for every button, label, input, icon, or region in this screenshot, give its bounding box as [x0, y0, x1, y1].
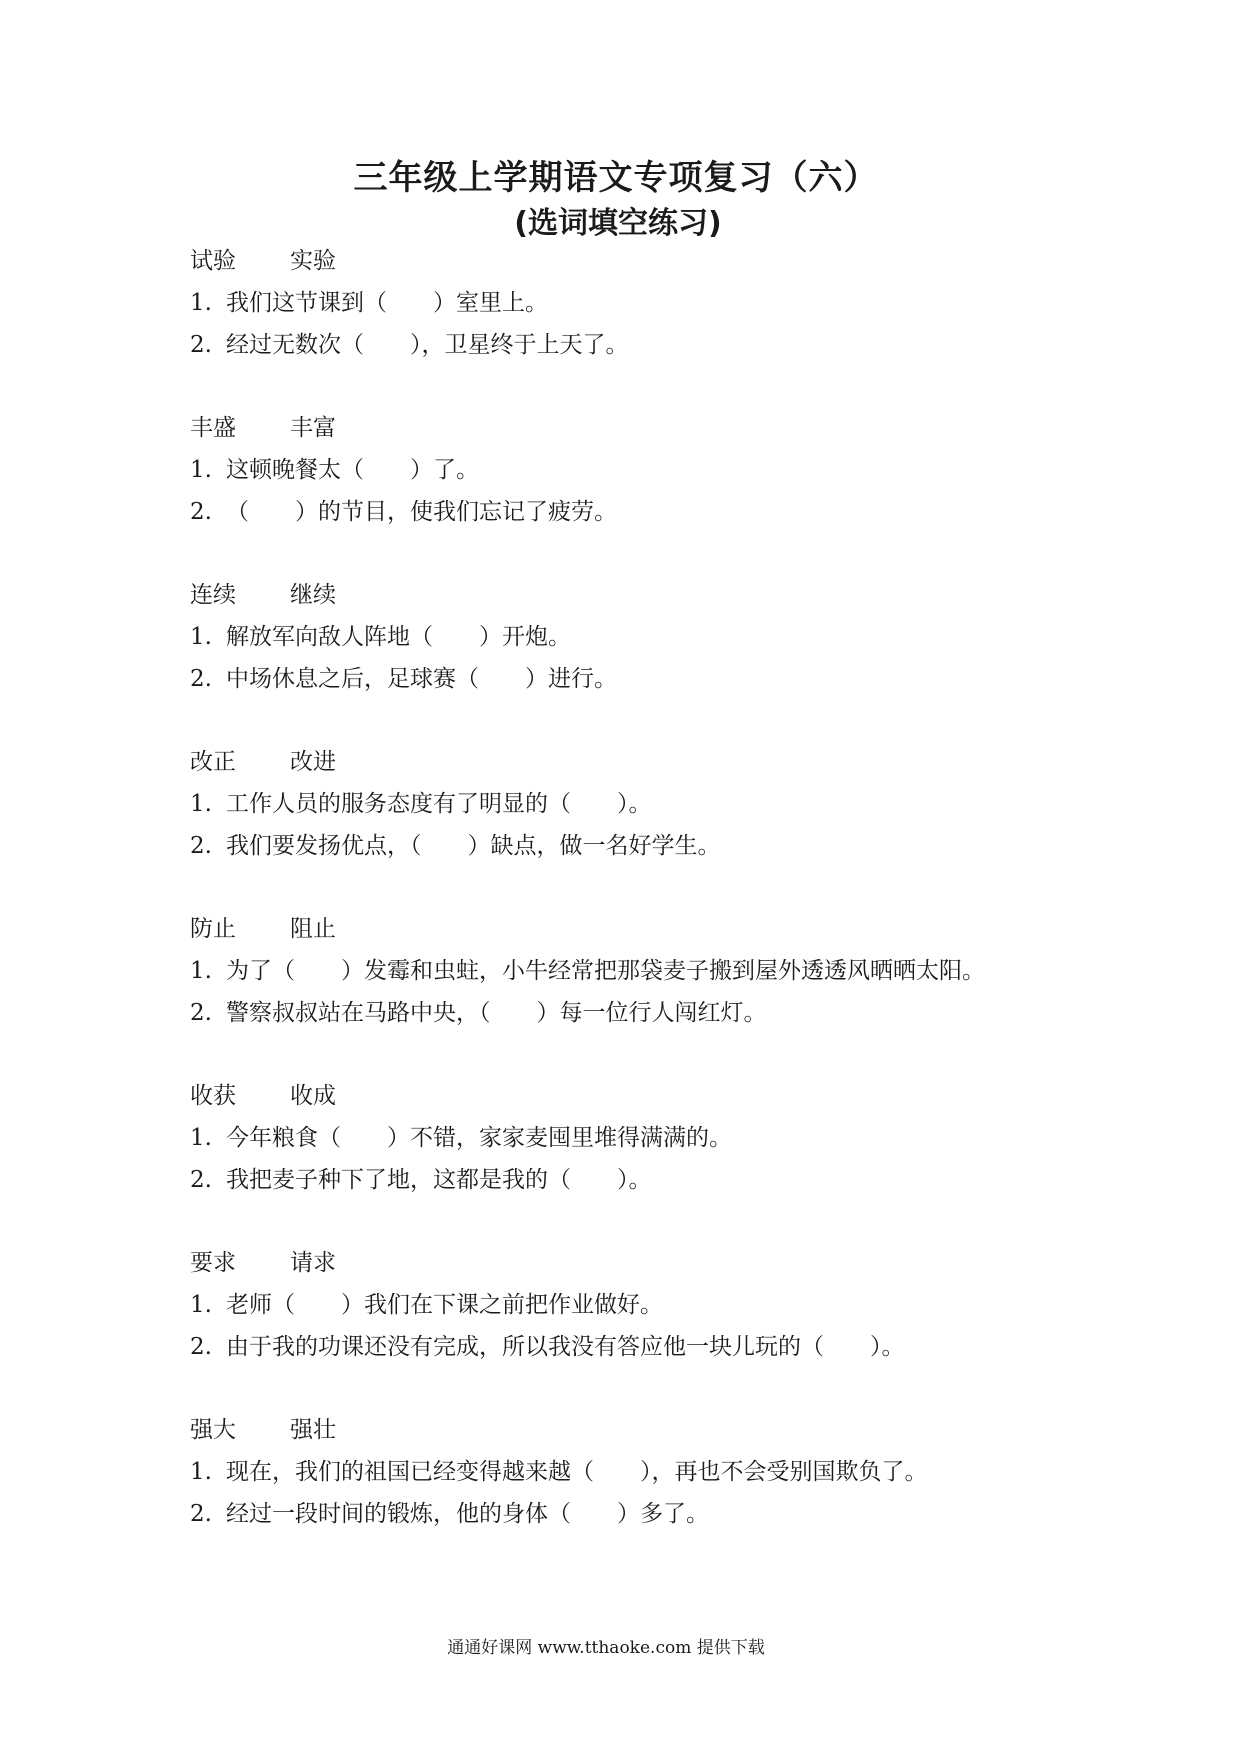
sentence	[190, 1326, 1190, 1368]
sentence	[190, 1159, 1190, 1201]
exercise-group	[190, 407, 1190, 574]
sentence-number: 2.	[190, 666, 212, 692]
sentence-text: 工作人员的服务态度有了明显的（ ）。	[226, 791, 652, 817]
sentence-text: 我们要发扬优点，（ ）缺点，做一名好学生。	[226, 833, 721, 859]
word-choice: 收获	[190, 1083, 236, 1109]
page-subtitle: (选词填空练习)	[514, 206, 722, 241]
sentence-text: 我们这节课到（ ）室里上。	[226, 290, 548, 316]
sentence-number: 2.	[190, 1334, 212, 1360]
word-choice: 阻止	[290, 916, 336, 942]
sentence-number: 1.	[190, 1292, 212, 1318]
sentence-number: 1.	[190, 457, 212, 483]
sentence-number: 2.	[190, 1167, 212, 1193]
exercise-group	[190, 908, 1190, 1075]
word-choice: 强大	[190, 1417, 236, 1443]
page-footer: 通通好课网 www.tthaoke.com 提供下载	[447, 1638, 765, 1658]
word-choice: 请求	[290, 1250, 336, 1276]
word-choices	[190, 1409, 1190, 1451]
sentence-number: 1.	[190, 624, 212, 650]
sentence	[190, 825, 1190, 867]
sentence	[190, 1451, 1190, 1493]
sentence-text: 老师（ ）我们在下课之前把作业做好。	[226, 1292, 663, 1318]
word-choices	[190, 908, 1190, 950]
sentence	[190, 1493, 1190, 1535]
word-choices	[190, 407, 1190, 449]
page-title: 三年级上学期语文专项复习（六）	[353, 158, 879, 198]
sentence-number: 1.	[190, 1125, 212, 1151]
word-choices	[190, 574, 1190, 616]
sentence	[190, 616, 1190, 658]
word-choice: 收成	[290, 1083, 336, 1109]
sentence-number: 2.	[190, 332, 212, 358]
sentence-text: （ ）的节目，使我们忘记了疲劳。	[226, 499, 617, 525]
sentence	[190, 491, 1190, 533]
exercise-group	[190, 574, 1190, 741]
word-choice: 强壮	[290, 1417, 336, 1443]
exercise-group	[190, 240, 1190, 407]
sentence	[190, 658, 1190, 700]
sentence-text: 为了（ ）发霉和虫蛀，小牛经常把那袋麦子搬到屋外透透风晒晒太阳。	[226, 958, 985, 984]
exercise-group	[190, 1075, 1190, 1242]
word-choice: 要求	[190, 1250, 236, 1276]
word-choices	[190, 1075, 1190, 1117]
sentence-number: 1.	[190, 791, 212, 817]
word-choice: 实验	[290, 248, 336, 274]
word-choice: 试验	[190, 248, 236, 274]
sentence	[190, 324, 1190, 366]
sentence-text: 中场休息之后，足球赛（ ）进行。	[226, 666, 617, 692]
sentence-text: 今年粮食（ ）不错，家家麦囤里堆得满满的。	[226, 1125, 732, 1151]
word-choice: 丰盛	[190, 415, 236, 441]
exercise-groups	[190, 240, 1190, 1576]
sentence-number: 1.	[190, 1459, 212, 1485]
sentence-text: 解放军向敌人阵地（ ）开炮。	[226, 624, 571, 650]
sentence-text: 经过一段时间的锻炼，他的身体（ ）多了。	[226, 1501, 709, 1527]
sentence-text: 我把麦子种下了地，这都是我的（ ）。	[226, 1167, 652, 1193]
sentence-number: 2.	[190, 1501, 212, 1527]
sentence	[190, 1284, 1190, 1326]
sentence	[190, 783, 1190, 825]
sentence-text: 经过无数次（ ），卫星终于上天了。	[226, 332, 629, 358]
sentence	[190, 449, 1190, 491]
sentence-text: 这顿晚餐太（ ）了。	[226, 457, 479, 483]
word-choice: 丰富	[290, 415, 336, 441]
word-choice: 防止	[190, 916, 236, 942]
sentence-number: 1.	[190, 290, 212, 316]
exercise-group	[190, 741, 1190, 908]
sentence	[190, 992, 1190, 1034]
word-choices	[190, 240, 1190, 282]
sentence-text: 现在，我们的祖国已经变得越来越（ ），再也不会受别国欺负了。	[226, 1459, 928, 1485]
sentence-number: 2.	[190, 499, 212, 525]
sentence-number: 1.	[190, 958, 212, 984]
word-choices	[190, 1242, 1190, 1284]
word-choice: 改正	[190, 749, 236, 775]
word-choice: 连续	[190, 582, 236, 608]
sentence-number: 2.	[190, 833, 212, 859]
exercise-group	[190, 1242, 1190, 1409]
sentence-text: 警察叔叔站在马路中央，（ ）每一位行人闯红灯。	[226, 1000, 767, 1026]
exercise-group	[190, 1409, 1190, 1576]
word-choice: 继续	[290, 582, 336, 608]
word-choices	[190, 741, 1190, 783]
sentence	[190, 282, 1190, 324]
sentence-text: 由于我的功课还没有完成，所以我没有答应他一块儿玩的（ ）。	[226, 1334, 905, 1360]
sentence	[190, 1117, 1190, 1159]
word-choice: 改进	[290, 749, 336, 775]
sentence	[190, 950, 1190, 992]
sentence-number: 2.	[190, 1000, 212, 1026]
